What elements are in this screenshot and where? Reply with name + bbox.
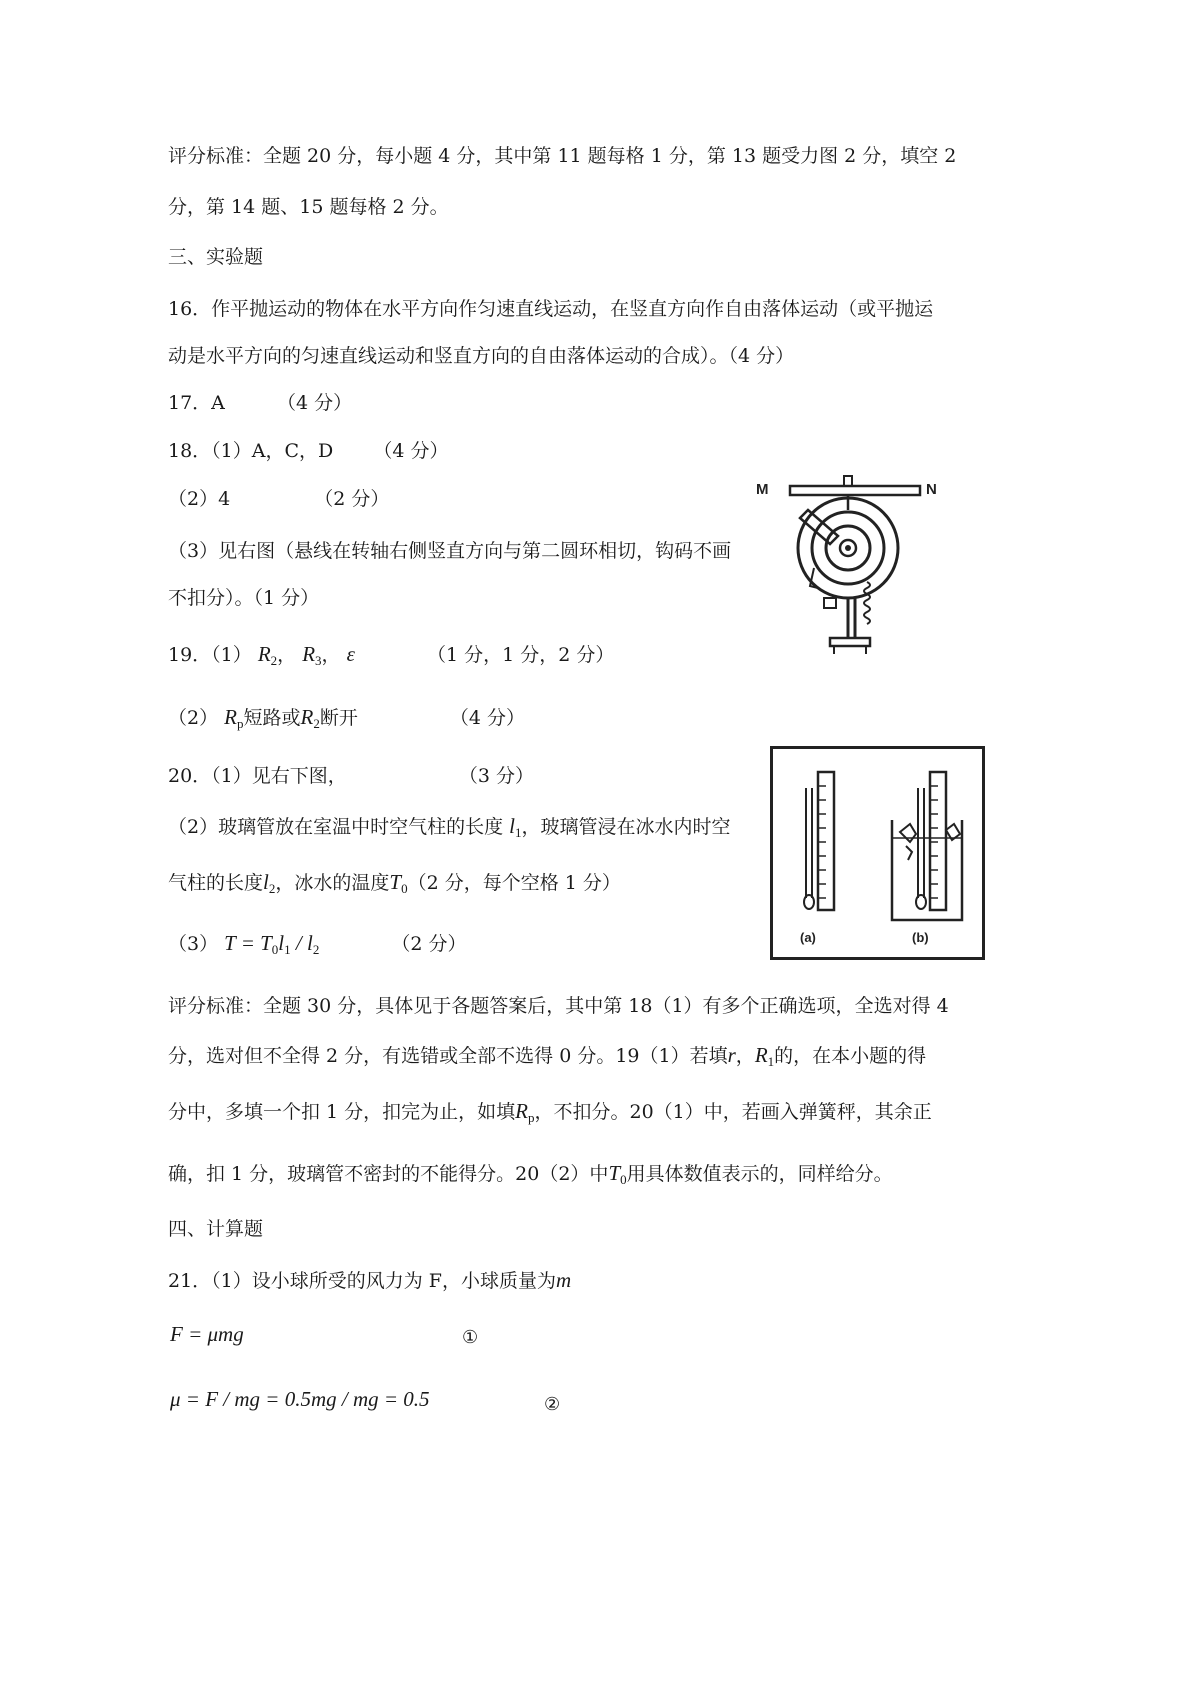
- scoring-3-line-2: 分，选对但不全得 2 分，有选错或全部不选得 0 分。19（1）若填r，$R_1$的，在本小题的得: [168, 1043, 927, 1069]
- var-rp-scoring: $R_p$: [515, 1099, 535, 1125]
- q18-part-1-points: （4 分）: [373, 440, 449, 462]
- q16-line-2: 动是水平方向的匀速直线运动和竖直方向的自由落体运动的合成）。（4 分）: [168, 345, 795, 367]
- label-n: N: [926, 481, 937, 498]
- label-b: (b): [912, 930, 929, 945]
- q18-part-3-line-2: 不扣分）。（1 分）: [168, 587, 320, 609]
- section-4-heading: 四、计算题: [168, 1218, 264, 1240]
- var-r2b: $R_2$: [300, 705, 320, 731]
- var-t0: $T_0$: [389, 870, 408, 896]
- q21-equation-1: F = μmg: [170, 1322, 244, 1346]
- q19-part-2-mid: 短路或: [243, 707, 301, 729]
- q18-part-2-answer: （2）4: [168, 488, 231, 510]
- scoring-3-line-1: 评分标准：全题 30 分，具体见于各题答案后，其中第 18（1）有多个正确选项，全选对得 4: [168, 995, 949, 1017]
- q19-part-2-prefix: （2）: [168, 707, 219, 729]
- var-r-small: r: [727, 1043, 736, 1067]
- q18-part-2-points: （2 分）: [314, 488, 390, 510]
- q19-part-2: [168, 703, 525, 738]
- glass-tube-figure: [770, 746, 985, 960]
- q20-part-1-points: （3 分）: [458, 765, 534, 787]
- q18-part-3-line-1: （3）见右图（悬线在转轴右侧竖直方向与第二圆环相切，钩码不画: [168, 540, 732, 562]
- q19-part-2-tail: 断开: [319, 707, 358, 729]
- q16-line-1: 16．作平抛运动的物体在水平方向作匀速直线运动，在竖直方向作自由落体运动（或平抛运: [168, 298, 934, 320]
- scoring-2-line-2: 分，第 14 题、15 题每格 2 分。: [168, 196, 449, 218]
- var-r1: $R_1$: [754, 1043, 775, 1069]
- label-m: M: [756, 481, 769, 498]
- var-r2: $R_2$: [257, 642, 278, 668]
- scoring-2-line-1: 评分标准：全题 20 分，每小题 4 分，其中第 11 题每格 1 分，第 13 题受力图 2 分，填空 2: [168, 145, 957, 167]
- label-a: (a): [800, 930, 816, 945]
- equation-1-marker: ①: [462, 1327, 479, 1348]
- q20-part-2-line-2: 气柱的长度$l_2$，冰水的温度$T_0(2$ 分，每个空格 1 分）: [168, 870, 621, 896]
- q19-part-1-points: （1 分，1 分，2 分）: [426, 644, 615, 666]
- scoring-3-line-4: 确，扣 1 分，玻璃管不密封的不能得分。20（2）中$T_0$用具体数值表示的，同样给分。: [168, 1161, 893, 1187]
- q18-part-2: [168, 485, 389, 513]
- q17-answer: [168, 389, 352, 417]
- var-emf: ε: [346, 642, 355, 666]
- q21-equation-2: μ = F / mg = 0.5mg / mg = 0.5: [170, 1387, 430, 1411]
- equation-2-marker: ②: [544, 1394, 561, 1415]
- q17-number: 17．A: [168, 392, 225, 414]
- section-3-heading: 三、实验题: [168, 246, 264, 268]
- q17-points: （4 分）: [277, 392, 353, 414]
- var-m: m: [556, 1268, 572, 1292]
- q18-part-1-answer: 18．（1）A，C，D: [168, 440, 334, 462]
- var-l2: $l_2$: [263, 870, 276, 896]
- q20-part-3-points: （2 分）: [391, 933, 467, 955]
- q18-part-1: [168, 437, 449, 465]
- q20-part-3-prefix: （3）: [168, 933, 219, 955]
- q19-part-2-points: （4 分）: [449, 707, 526, 729]
- var-r3: $R_3$: [302, 642, 322, 668]
- q19-part-1-prefix: 19．（1）: [168, 644, 252, 666]
- q19-part-1: 19．（1） $R_2$， $R_3$， ε （1 分，1 分，2 分）: [168, 642, 615, 668]
- var-t0-scoring: $T_0$: [608, 1161, 627, 1187]
- scoring-3-line-3: 分中，多填一个扣 1 分，扣完为止，如填$R_p$，不扣分。20（1）中，若画入弹簧秤，其余正: [168, 1099, 932, 1125]
- q20-part-1: [168, 762, 534, 790]
- var-rp: $R_p$: [224, 705, 244, 731]
- q20-part-2-line-1: （2）玻璃管放在室温中时空气柱的长度 $l_1$，玻璃管浸在冰水内时空: [168, 814, 731, 840]
- q21-line-1: 21．（1）设小球所受的风力为 F，小球质量为m: [168, 1268, 572, 1292]
- moment-disk-figure: [752, 470, 942, 660]
- var-l1: $l_1$: [509, 814, 522, 840]
- q20-part-3: [168, 929, 467, 964]
- formula-t: $T = T_0l_1 / l_2$: [224, 931, 320, 957]
- q20-part-1-answer: 20．（1）见右下图，: [168, 765, 347, 787]
